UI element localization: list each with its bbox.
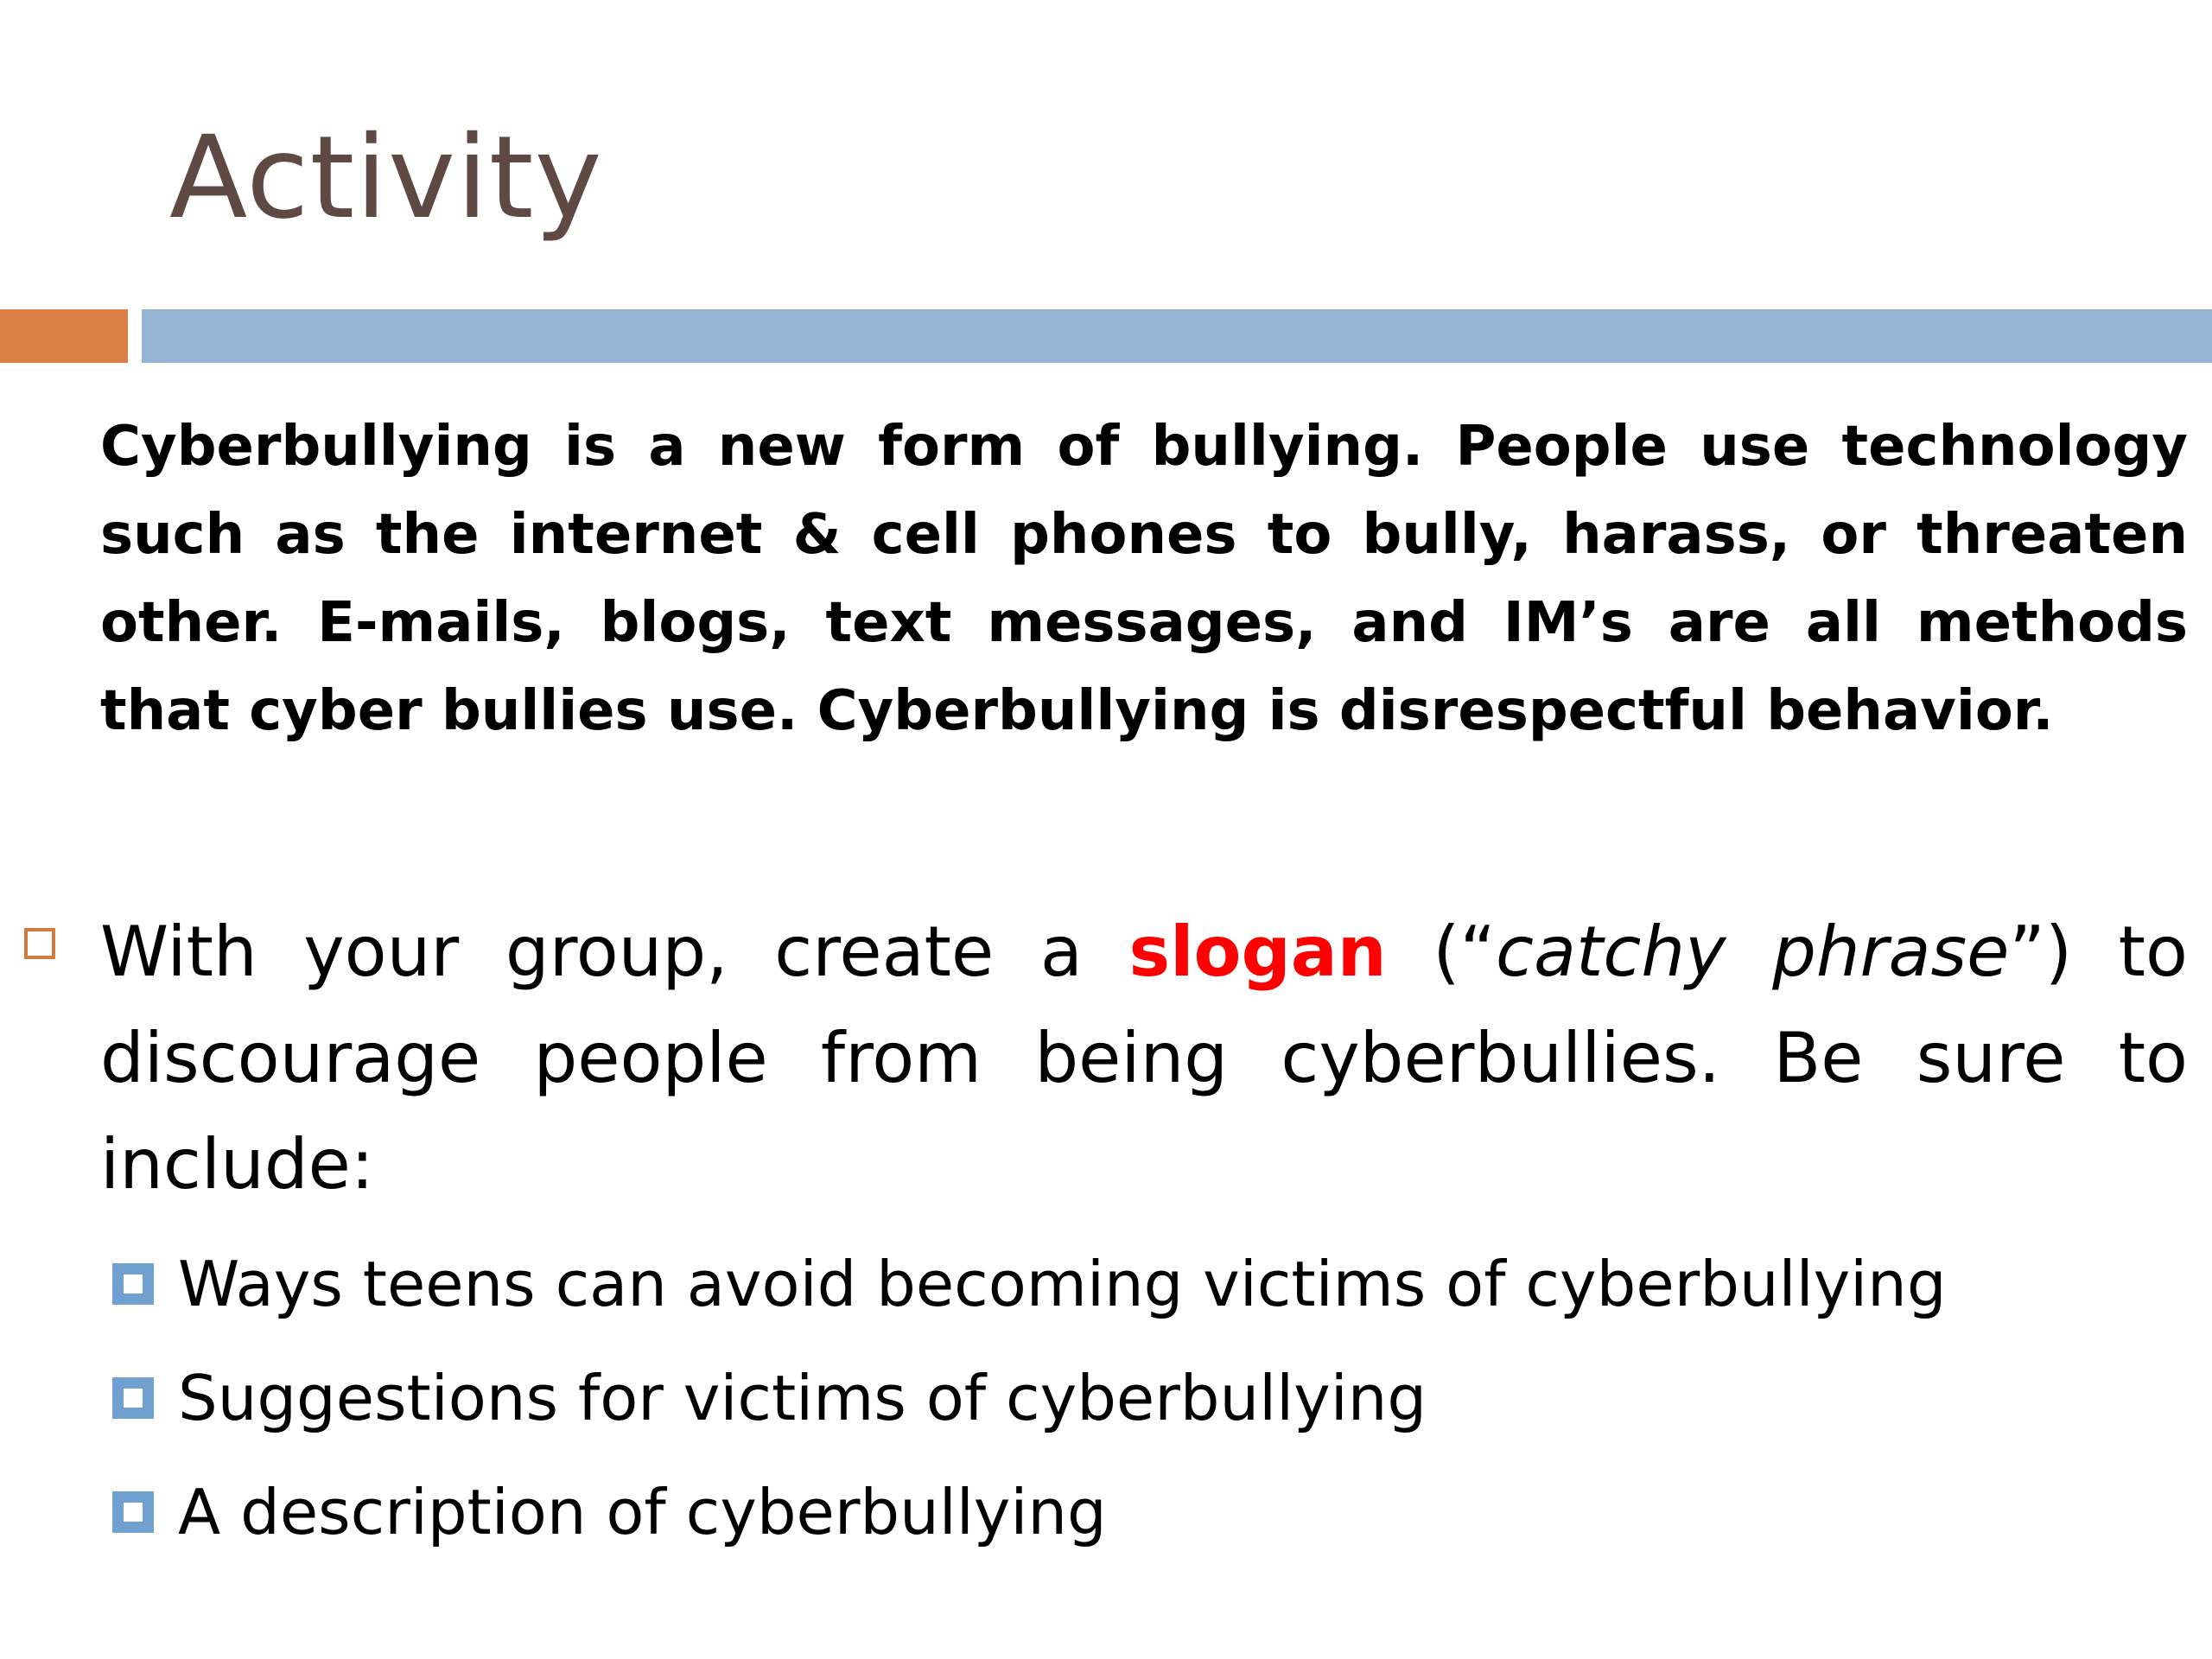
hollow-square-icon (24, 928, 55, 959)
framed-square-icon (112, 1491, 154, 1533)
paren-open: (“ (1386, 912, 1497, 992)
orange-accent-bar (0, 309, 128, 363)
slogan-keyword: slogan (1128, 912, 1387, 992)
sub-bullet-text: Suggestions for victims of cyberbullying (178, 1362, 1427, 1434)
main-bullet-after: ”) to discourage people from being cyberbullies. Be sure to include: (100, 912, 2188, 1205)
framed-square-icon (112, 1263, 154, 1305)
framed-square-icon (112, 1377, 154, 1419)
main-bullet-before: With your group, create a (100, 912, 1129, 992)
intro-paragraph: Cyberbullying is a new form of bullying. People use technology such as the internet & cell phones to bully, harass, or threaten other. E-mails, blogs, text messages, and IM’s are all methods that cyber bullies use. Cyberbullying is disrespectful behavior. (100, 415, 2188, 743)
blue-accent-bar (142, 309, 2212, 363)
catchy-phrase: catchy phrase (1496, 912, 2010, 992)
main-bullet-text (100, 899, 2188, 1217)
sub-bullet-text: Ways teens can avoid becoming victims of cyberbullying (178, 1248, 1947, 1320)
sub-bullet-item (112, 1227, 1947, 1341)
sub-bullet-text: A description of cyberbullying (178, 1476, 1107, 1548)
sub-bullet-item (112, 1341, 1947, 1455)
sub-bullet-list (112, 1227, 1947, 1569)
slide-title: Activity (169, 111, 603, 245)
sub-bullet-item (112, 1455, 1947, 1569)
